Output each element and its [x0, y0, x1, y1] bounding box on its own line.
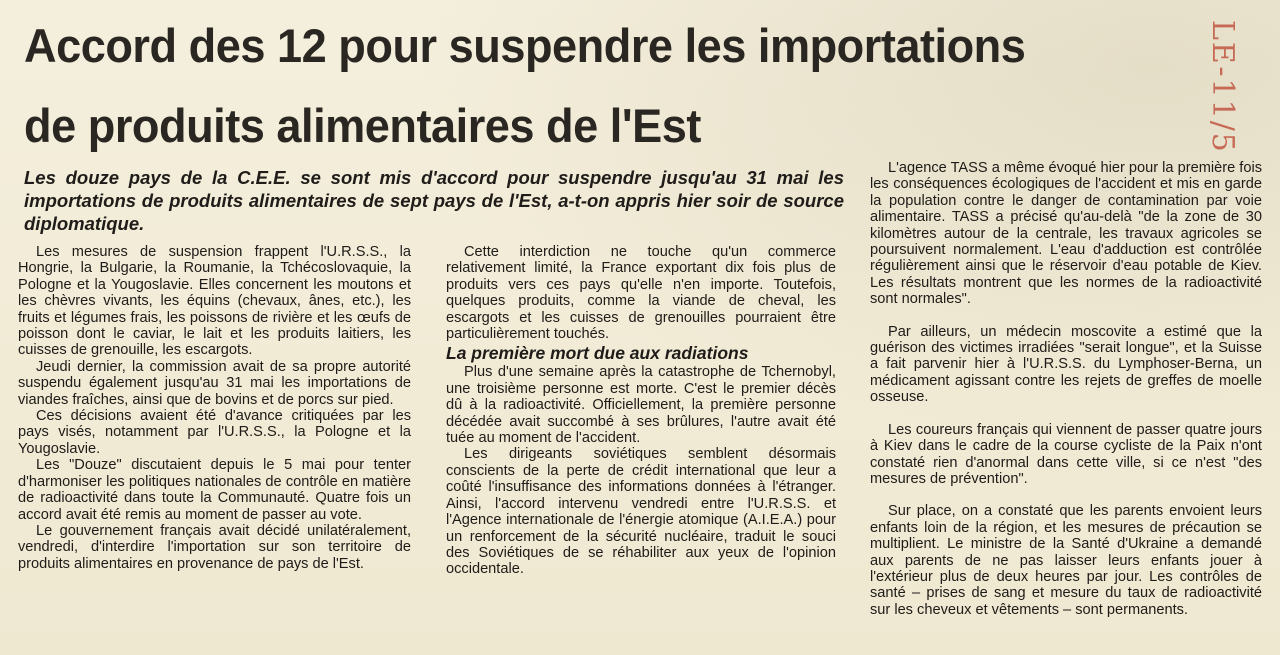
column-3 — [870, 160, 1262, 634]
paragraph: Les mesures de suspension frappent l'U.R.S.S., la Hongrie, la Bulgarie, la Roumanie, la Tchécoslovaquie, la Pologne et la Yougoslavie. Elles concernent les moutons et les chèvres vivants, les équins (chevaux, ânes, etc.), les fruits et légumes frais, les poissons de rivière et les œufs de poisson dont le caviar, le lait et les produits laitiers, les cuisses de grenouille, les escargots. — [18, 244, 411, 359]
handwritten-date-note: LE-11/5 — [1205, 20, 1240, 154]
paragraph: Les "Douze" discutaient depuis le 5 mai pour tenter d'harmoniser les politiques nationales de contrôle en matière de radioactivité dans toute la Communauté. Quatre fois un accord avait été remis au moment de passer au vote. — [18, 457, 411, 523]
headline — [24, 6, 1128, 166]
paragraph: L'agence TASS a même évoqué hier pour la première fois les conséquences écologiques de l'accident et mis en garde la population contre le danger de contamination par voie alimentaire. TASS a précisé qu'au-delà "de la zone de 30 kilomètres autour de la centrale, les travaux agricoles se poursuivent normalement. L'eau d'adduction est contrôlée régulièrement ainsi que le réservoir d'eau potable de Kiev. Les résultats montrent que les normes de la radioactivité sont normales". — [870, 160, 1262, 308]
paragraph: Jeudi dernier, la commission avait de sa propre autorité suspendu également jusqu'au 31 mai les importations de viandes fraîches, ainsi que de bovins et de porcs sur pied. — [18, 358, 411, 408]
paragraph: Sur place, on a constaté que les parents envoient leurs enfants loin de la région, et les mesures de précaution se multiplient. Le ministre de la Santé d'Ukraine a demandé aux parents de ne pas laisser leurs enfants jouer à l'extérieur plus de deux heures par jour. Les contrôles de santé – prises de sang et mesure du taux de radioactivité sur les cheveux et vêtements – sont permanents. — [870, 503, 1262, 618]
lede-paragraph: Les douze pays de la C.E.E. se sont mis d'accord pour suspendre jusqu'au 31 mai les importations de produits alimentaires de sept pays de l'Est, a-t-on appris hier soir de source diplomatique. — [24, 167, 844, 234]
paragraph: Cette interdiction ne touche qu'un commerce relativement limité, la France exportant dix fois plus de produits vers ces pays qu'elle n'en importe. Toutefois, quelques produits, comme la viande de cheval, les escargots et les cuisses de grenouilles pourraient être particulièrement touchés. — [446, 244, 836, 343]
headline-line-2: de produits alimentaires de l'Est — [24, 99, 701, 152]
paragraph: Plus d'une semaine après la catastrophe de Tchernobyl, une troisième personne est morte. C'est le premier décès dû à la radioactivité. Officiellement, la première personne décédée avait succombé à ses brûlures, l'autre avait été tuée au moment de l'accident. — [446, 364, 836, 447]
subheading: La première mort due aux radiations — [446, 343, 749, 364]
paragraph: Les coureurs français qui viennent de passer quatre jours à Kiev dans le cadre de la course cycliste de la Paix n'ont constaté rien d'anormal dans cette ville, si ce n'est "des mesures de prévention". — [870, 421, 1262, 487]
column-1 — [18, 244, 411, 572]
paragraph: Ces décisions avaient été d'avance critiquées par les pays visés, notamment par l'U.R.S.S., la Pologne et la Yougoslavie. — [18, 408, 411, 457]
headline-line-1: Accord des 12 pour suspendre les importations — [24, 19, 1026, 72]
paragraph: Par ailleurs, un médecin moscovite a estimé que la guérison des victimes irradiées "serait longue", et la Suisse a fait parvenir hier à l'U.R.S.S. du Lymphoser-Berna, un médicament agissant contre les rejets de greffes de moelle osseuse. — [870, 323, 1262, 406]
paragraph: Les dirigeants soviétiques semblent désormais conscients de la perte de crédit international que leur a coûté l'insuffisance des informations données à l'étranger. Ainsi, l'accord intervenu vendredi entre l'U.R.S.S. et l'Agence internationale de l'énergie atomique (A.I.E.A.) pour un renforcement de la sécurité nucléaire, traduit le souci des Soviétiques de se réhabiliter aux yeux de l'opinion occidentale. — [446, 446, 836, 578]
column-2 — [446, 244, 836, 578]
paragraph: Le gouvernement français avait décidé unilatéralement, vendredi, d'interdire l'importation sur son territoire de produits alimentaires en provenance de pays de l'Est. — [18, 522, 411, 572]
